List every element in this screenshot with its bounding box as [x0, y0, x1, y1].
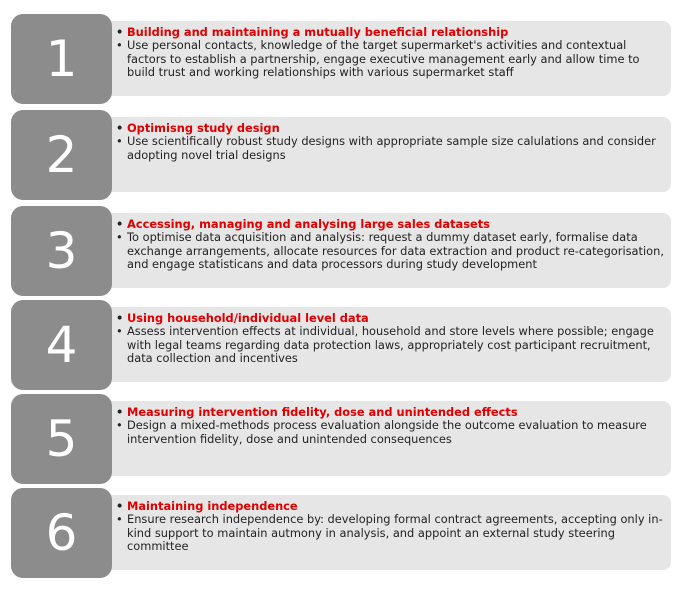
recommendation-3 — [0, 206, 685, 298]
step-number-3: 3 — [11, 206, 112, 296]
recommendation-1 — [0, 14, 685, 106]
recommendation-2 — [0, 110, 685, 202]
step-number-4: 4 — [11, 300, 112, 390]
recommendation-content-5 — [116, 406, 666, 446]
recommendation-text-5: • Design a mixed-methods process evaluation alongside the outcome evaluation to measure intervention fidelity, dose and unintended consequences — [116, 419, 666, 446]
step-number-5: 5 — [11, 394, 112, 484]
recommendation-text-1: • Use personal contacts, knowledge of the target supermarket's activities and contextual factors to establish a partnership, engage executive management early and allow time to build trust and working relationships with various supermarket staff — [116, 39, 666, 79]
step-number-6: 6 — [11, 488, 112, 578]
step-number-2: 2 — [11, 110, 112, 200]
recommendation-heading-3: • Accessing, managing and analysing large sales datasets — [116, 218, 666, 231]
recommendation-4 — [0, 300, 685, 392]
recommendation-text-6: • Ensure research independence by: developing formal contract agreements, accepting only in-kind support to maintain autmony in analysis, and appoint an external study steering committee — [116, 513, 666, 553]
step-number-1: 1 — [11, 14, 112, 104]
recommendation-heading-2: • Optimisng study design — [116, 122, 666, 135]
recommendation-content-1 — [116, 26, 666, 79]
recommendation-heading-6: • Maintaining independence — [116, 500, 666, 513]
recommendation-content-3 — [116, 218, 666, 271]
recommendation-heading-5: • Measuring intervention fidelity, dose and unintended effects — [116, 406, 666, 419]
recommendation-content-2 — [116, 122, 666, 162]
recommendation-heading-4: • Using household/individual level data — [116, 312, 666, 325]
recommendation-content-6 — [116, 500, 666, 553]
recommendation-text-2: • Use scientifically robust study designs with appropriate sample size calulations and consider adopting novel trial designs — [116, 135, 666, 162]
recommendation-content-4 — [116, 312, 666, 365]
recommendation-5 — [0, 394, 685, 486]
recommendation-6 — [0, 488, 685, 580]
recommendation-text-3: • To optimise data acquisition and analysis: request a dummy dataset early, formalise data exchange arrangements, allocate resources for data extraction and product re-categorisation, and engage statisticans and data processors during study development — [116, 231, 666, 271]
recommendation-text-4: • Assess intervention effects at individual, household and store levels where possible; engage with legal teams regarding data protection laws, appropriately cost participant recruitment, data collection and incentives — [116, 325, 666, 365]
recommendation-heading-1: • Building and maintaining a mutually beneficial relationship — [116, 26, 666, 39]
